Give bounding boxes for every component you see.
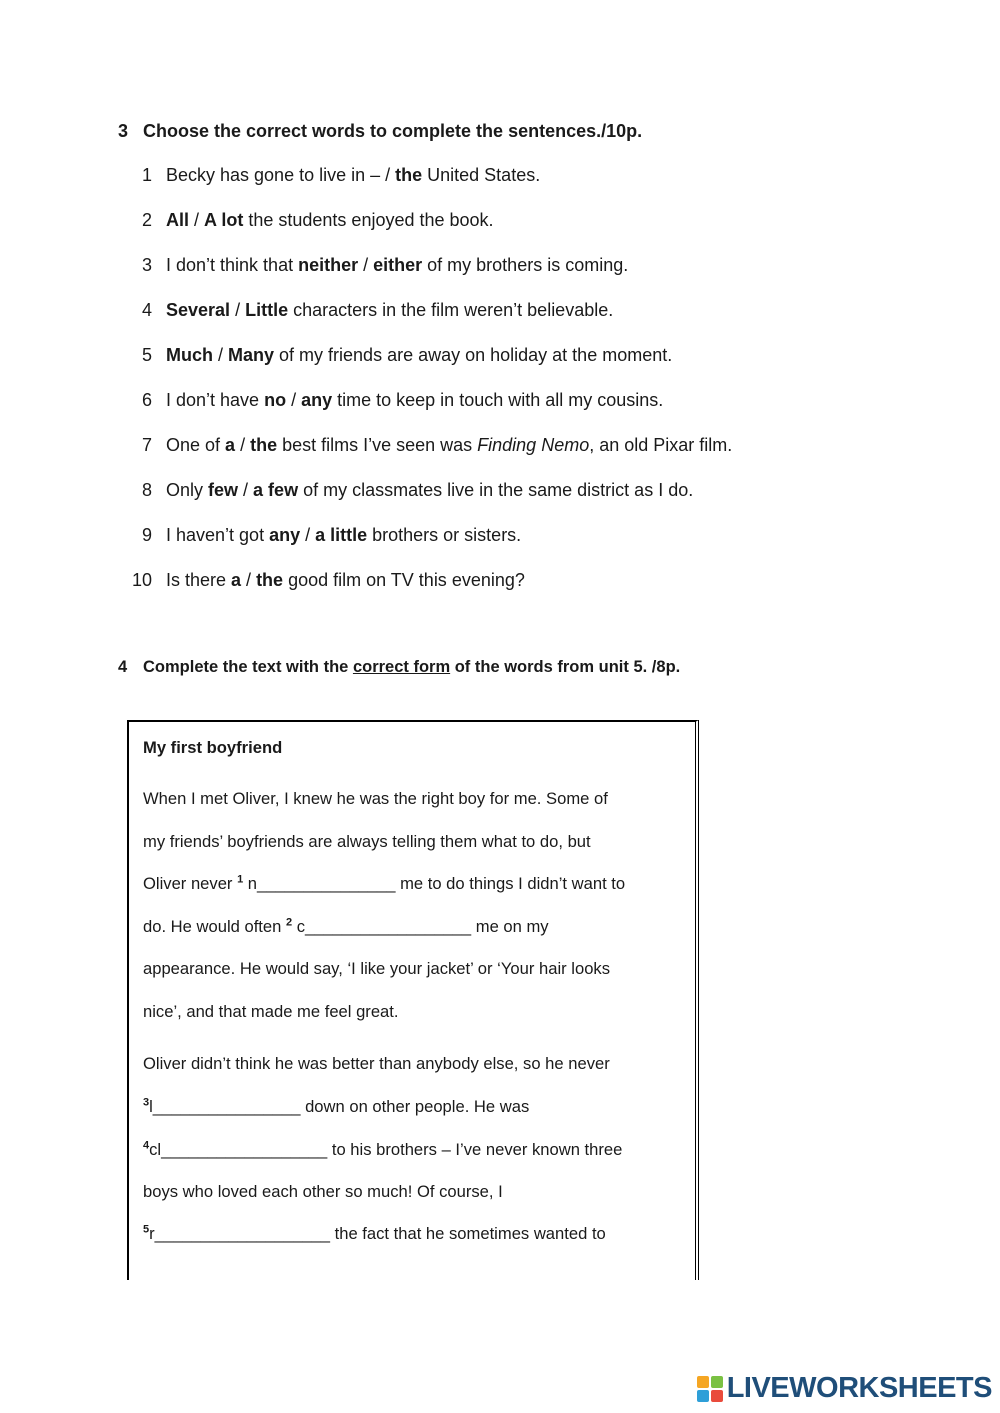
box-line-7 [143,1054,610,1074]
exercise-3-instruction: Choose the correct words to complete the sentences./10p. [143,121,643,141]
word-option[interactable]: a little [315,525,368,545]
gap-fill-text[interactable]: n_______________ me to do things I didn’t want to [243,874,626,893]
liveworksheets-wordmark: LIVEWORKSHEETS [726,1372,992,1404]
sentence-text: I haven’t got [166,525,270,545]
sentence-number: 1 [141,165,152,185]
box-line-1 [143,789,608,809]
sentence-text: / [238,480,254,500]
word-option[interactable]: any [301,390,333,410]
sentence-text: / [235,435,251,455]
gap-fill-text[interactable]: l________________ down on other people. He was [149,1097,530,1116]
sentence-4 [126,300,613,321]
sentence-text: of my classmates live in the same district as I do. [298,480,694,500]
sentence-text: of my brothers is coming. [422,255,629,275]
gap-fill-text[interactable]: cl__________________ to his brothers – I’ve never known three [149,1140,623,1159]
sentence-7 [126,435,732,456]
box-text-segment: appearance. He would say, ‘I like your jacket’ or ‘Your hair looks [143,959,611,978]
word-option[interactable]: no [264,390,287,410]
sentence-text: I don’t think that [166,255,299,275]
sentence-1 [126,165,540,186]
sentence-number: 3 [141,255,152,275]
word-option[interactable]: the [250,435,278,455]
sentence-text: time to keep in touch with all my cousins. [332,390,664,410]
sentence-number: 10 [131,570,152,590]
logo-square-2 [711,1376,723,1388]
sentence-10 [126,570,525,591]
exercise-4-instruction-start: Complete the text with the [143,658,353,676]
word-option[interactable]: few [208,480,239,500]
logo-square-3 [697,1390,709,1402]
sentence-text: / [189,210,205,230]
box-text-segment: nice’, and that made me feel great. [143,1002,399,1021]
box-text-segment: When I met Oliver, I knew he was the right boy for me. Some of [143,789,608,808]
sentence-text: Finding Nemo [477,435,590,455]
sentence-text: of my friends are away on holiday at the moment. [274,345,673,365]
sentence-2 [126,210,494,231]
sentence-number: 6 [141,390,152,410]
word-option[interactable]: All [166,210,190,230]
sentence-text: brothers or sisters. [367,525,522,545]
sentence-text: One of [166,435,226,455]
liveworksheets-brand [697,1372,992,1405]
sentence-number: 9 [141,525,152,545]
sentence-text: Is there [166,570,232,590]
exercise-4-instruction-end: of the words from unit 5. /8p. [450,658,681,676]
word-option[interactable]: either [373,255,423,275]
word-option[interactable]: Much [166,345,213,365]
logo-square-1 [697,1376,709,1388]
sentence-3 [126,255,628,276]
sentence-9 [126,525,521,546]
box-text-segment: do. He would often [143,917,286,936]
word-option[interactable]: Many [228,345,275,365]
sentence-text: / [358,255,374,275]
sentence-text: the students enjoyed the book. [243,210,494,230]
sentence-number: 5 [141,345,152,365]
box-line-11 [143,1224,606,1244]
sentence-text: / [230,300,246,320]
logo-square-4 [711,1390,723,1402]
exercise-4-heading [118,658,680,677]
box-line-5 [143,959,610,979]
box-text-segment: Oliver never [143,874,238,893]
word-option[interactable]: the [256,570,284,590]
exercise-4-number: 4 [118,658,128,676]
word-option[interactable]: a [225,435,236,455]
sentence-text: I don’t have [166,390,265,410]
sentence-6 [126,390,663,411]
exercise-4-instruction-underlined: correct form [352,658,451,676]
box-line-4 [143,917,549,937]
gap-number: 1 [237,873,244,886]
box-line-8 [143,1097,529,1117]
gap-fill-text[interactable]: r___________________ the fact that he sometimes wanted to [149,1224,606,1243]
exercise-3-heading [118,121,642,142]
sentence-text: / [286,390,302,410]
sentence-text: Becky has gone to live in – / [166,165,396,185]
box-text-segment: my friends’ boyfriends are always telling them what to do, but [143,832,591,851]
gap-fill-text[interactable]: c__________________ me on my [292,917,549,936]
liveworksheets-logo-icon [697,1376,723,1402]
sentence-text: / [300,525,316,545]
box-text-segment: Oliver didn’t think he was better than anybody else, so he never [143,1054,610,1073]
box-line-9 [143,1140,622,1160]
sentence-text: best films I’ve seen was [277,435,478,455]
word-option[interactable]: Several [166,300,231,320]
gap-number: 5 [143,1223,150,1236]
word-option[interactable]: A lot [204,210,244,230]
box-line-10 [143,1182,503,1202]
sentence-text: good film on TV this evening? [283,570,525,590]
word-option[interactable]: Little [245,300,289,320]
sentence-text: / [213,345,229,365]
gap-number: 2 [285,916,293,929]
box-text-segment: boys who loved each other so much! Of course, I [143,1182,503,1201]
exercise-3-number: 3 [118,121,129,141]
box-line-2 [143,832,591,852]
sentence-text: / [241,570,257,590]
gap-number: 4 [143,1139,150,1152]
word-option[interactable]: a few [253,480,299,500]
box-title: My first boyfriend [143,738,283,757]
sentence-text: Only [166,480,209,500]
box-line-6 [143,1002,399,1022]
sentence-number: 2 [141,210,152,230]
gap-number: 3 [143,1096,150,1109]
sentence-number: 8 [141,480,152,500]
word-option[interactable]: a [231,570,242,590]
sentence-number: 4 [141,300,152,320]
word-option[interactable]: the [395,165,423,185]
word-option[interactable]: any [269,525,301,545]
word-option[interactable]: neither [298,255,359,275]
sentence-number: 7 [141,435,152,455]
sentence-text: , an old Pixar film. [589,435,733,455]
sentence-text: United States. [422,165,541,185]
sentence-text: characters in the film weren’t believable. [288,300,614,320]
box-line-3 [143,874,625,894]
sentence-5 [126,345,672,366]
sentence-8 [126,480,693,501]
